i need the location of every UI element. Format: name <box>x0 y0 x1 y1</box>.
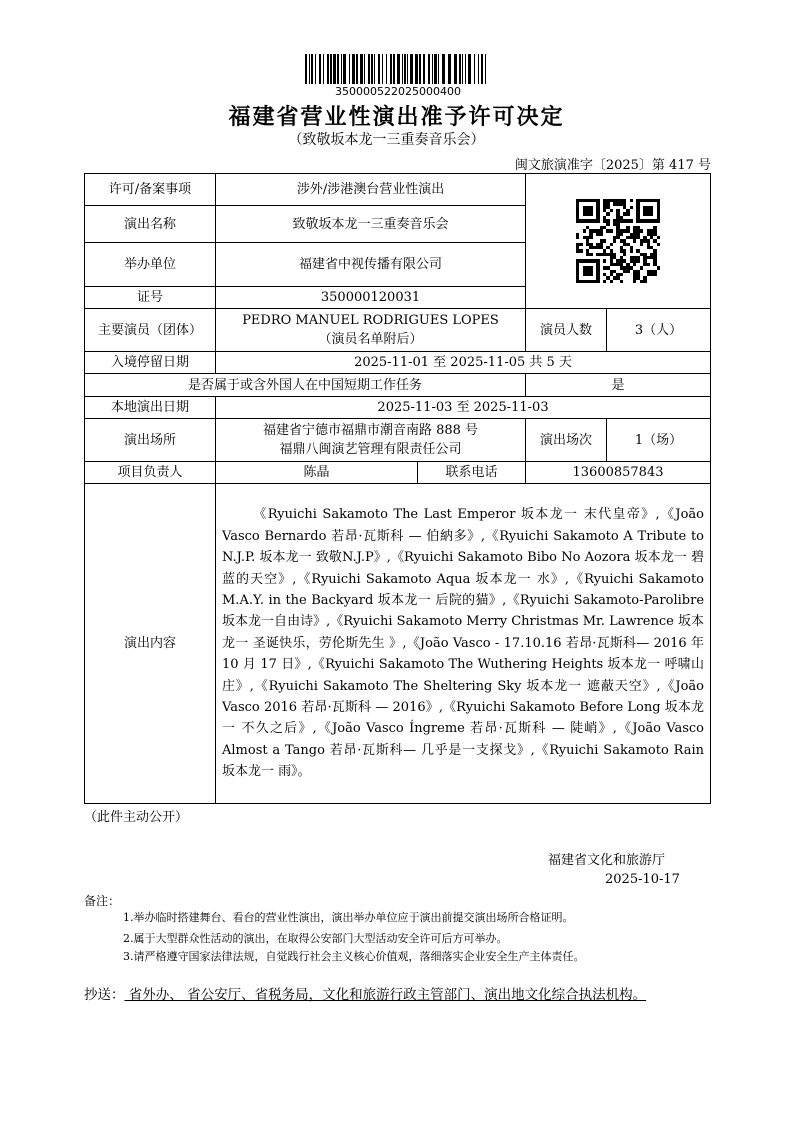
permit-item-label: 许可/备案事项 <box>85 174 216 206</box>
manager-value: 陈晶 <box>216 462 418 484</box>
qr-cell <box>526 174 711 309</box>
phone-label: 联系电话 <box>418 462 526 484</box>
cc-line <box>84 985 714 1005</box>
issue-date: 2025-10-17 <box>605 872 680 887</box>
performer-count-value: 3（人） <box>607 309 711 352</box>
sessions-value: 1（场） <box>607 419 711 462</box>
license-value: 350000120031 <box>216 287 526 309</box>
issuer: 福建省文化和旅游厅 <box>548 853 666 868</box>
performer-value: PEDRO MANUEL RODRIGUES LOPES <box>242 313 499 328</box>
document-subtitle: （致敬坂本龙一三重奏音乐会） <box>288 132 485 148</box>
permit-table <box>84 173 711 804</box>
foreign-work-label: 是否属于或含外国人在中国短期工作任务 <box>85 374 526 397</box>
venue-company: 福鼎八闽演艺管理有限责任公司 <box>279 442 462 457</box>
remarks-label: 备注： <box>84 894 121 908</box>
remark-item: 3.请严格遵守国家法律法规，自觉践行社会主义核心价值观，落细落实企业安全生产主体责任。 <box>123 950 585 963</box>
content-value <box>216 484 711 804</box>
barcode-bar <box>486 54 489 84</box>
phone-value: 13600857843 <box>526 462 711 484</box>
stay-value: 2025-11-01 至 2025-11-05 共 5 天 <box>216 352 711 374</box>
permit-item-value: 涉外/涉港澳台营业性演出 <box>216 174 526 206</box>
venue-cell <box>216 419 526 462</box>
barcode-number: 350000522025000400 <box>335 85 461 98</box>
public-note: （此件主动公开） <box>84 810 189 825</box>
local-date-value: 2025-11-03 至 2025-11-03 <box>216 397 711 419</box>
show-name-value: 致敬坂本龙一三重奏音乐会 <box>216 206 526 243</box>
organizer-label: 举办单位 <box>85 243 216 287</box>
sessions-label: 演出场次 <box>526 419 607 462</box>
barcode <box>305 54 491 84</box>
stay-label: 入境停留日期 <box>85 352 216 374</box>
venue-address: 福建省宁德市福鼎市潮音南路 888 号 <box>262 423 479 438</box>
performer-cell <box>216 309 526 352</box>
organizer-value: 福建省中视传播有限公司 <box>216 243 526 287</box>
document-title: 福建省营业性演出准予许可决定 <box>228 105 565 130</box>
content-text: 《Ryuichi Sakamoto The Last Emperor 坂本龙一 末代皇帝》,《João Vasco Bernardo 若昂·瓦斯科 — 伯納多》,《Ryuichi Sakamoto A Tribute to N.J.P. 坂本龙一 致敬N.J.P》,《Ryuichi Sakamoto Bibo No Aozora 坂本龙一 碧蓝的天空》,《Ryuichi Sakamoto Aqua 坂本龙一 水》,《Ryuichi Sakamoto M.A.Y. in the Backyard 坂本龙一 后院的猫》,《Ryuichi Sakamoto-Parolibre 坂本龙一自由诗》,《Ryuichi Sakamoto Merry Christmas Mr. Lawrence 坂本龙一 圣诞快乐，劳伦斯先生 》,《João Vasco - 17.10.16 若昂·瓦斯科— 2016 年 10 月 17 日》,《Ryuichi Sakamoto The Wuthering Heights 坂本龙一 呼啸山庄》,《Ryuichi Sakamoto The Sheltering Sky 坂本龙一 遮蔽天空》,《João Vasco 2016 若昂·瓦斯科 — 2016》,《Ryuichi Sakamoto Before Long 坂本龙一 不久之后》,《João Vasco Íngreme 若昂·瓦斯科 — 陡峭》,《João Vasco Almost a Tango 若昂·瓦斯科— 几乎是一支探戈》,《Ryuichi Sakamoto Rain 坂本龙一 雨》。 <box>222 507 705 780</box>
performer-count-label: 演员人数 <box>526 309 607 352</box>
qr-code <box>576 199 660 283</box>
performer-label: 主要演员（团体） <box>85 309 216 352</box>
local-date-label: 本地演出日期 <box>85 397 216 419</box>
cc-label: 抄送： <box>84 987 125 1003</box>
content-label: 演出内容 <box>85 484 216 804</box>
manager-label: 项目负责人 <box>85 462 216 484</box>
show-name-label: 演出名称 <box>85 206 216 243</box>
performer-note: （演员名单附后） <box>318 332 423 347</box>
foreign-work-value: 是 <box>526 374 711 397</box>
remark-item: 1.举办临时搭建舞台、看台的营业性演出，演出举办单位应于演出前提交演出场所合格证明。 <box>123 911 574 924</box>
remark-item: 2.属于大型群众性活动的演出，在取得公安部门大型活动安全许可后方可举办。 <box>123 932 508 945</box>
cc-value: 省外办、 省公安厅、省税务局，文化和旅游行政主管部门、演出地文化综合执法机构。 <box>124 987 647 1003</box>
venue-label: 演出场所 <box>85 419 216 462</box>
license-label: 证号 <box>85 287 216 309</box>
qr-module <box>657 280 660 283</box>
document-number: 闽文旅演准字〔2025〕第 417 号 <box>514 158 711 173</box>
